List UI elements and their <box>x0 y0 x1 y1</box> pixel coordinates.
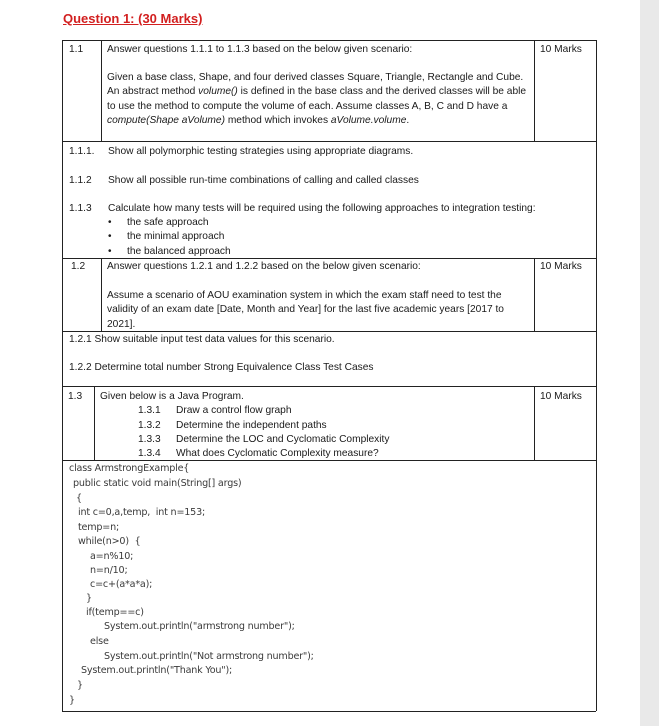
table-rule <box>62 141 596 142</box>
subquestion-number: 1.3.1 <box>138 405 161 416</box>
bullet-icon: • <box>108 217 112 228</box>
code-line: if(temp==c) <box>86 607 144 618</box>
table-rule <box>101 258 102 331</box>
code-line: int c=0,a,temp, int n=153; <box>78 507 206 518</box>
question-heading: Question 1: (30 Marks) <box>63 11 203 26</box>
question-intro-1-2: Answer questions 1.2.1 and 1.2.2 based on the below given scenario: <box>107 261 421 272</box>
question-intro-1-3: Given below is a Java Program. <box>100 391 244 402</box>
table-rule <box>62 386 596 387</box>
code-line: temp=n; <box>78 522 120 533</box>
scenario-1-1 <box>107 71 532 129</box>
subquestion-number: 1.3.3 <box>138 434 161 445</box>
table-rule <box>62 40 63 711</box>
subquestion-text: What does Cyclomatic Complexity measure? <box>176 448 379 459</box>
code-line: } <box>86 593 92 604</box>
code-line: while(n>0) { <box>78 536 141 547</box>
subquestion-number: 1.1.2 <box>69 175 92 186</box>
marks-1-1: 10 Marks <box>540 44 582 55</box>
question-number-1-1: 1.1 <box>69 44 84 55</box>
subquestion-text: Show all polymorphic testing strategies using appropriate diagrams. <box>108 146 414 157</box>
scenario-text: method which invokes <box>224 115 331 127</box>
bullet-icon: • <box>108 246 112 257</box>
marks-1-2: 10 Marks <box>540 261 582 272</box>
right-gutter <box>640 0 659 726</box>
subquestion-text: 1.2.1 Show suitable input test data values for this scenario. <box>69 334 335 345</box>
table-rule <box>534 258 535 331</box>
table-rule <box>534 40 535 141</box>
scenario-text: is defined in the base class and the derived classes will be able to use the method to compute the volume of each. Assume classes A, B, C and D have a <box>107 86 527 112</box>
table-rule <box>94 386 95 460</box>
bullet-icon: • <box>108 231 112 242</box>
code-line: System.out.println("Not armstrong number"); <box>104 651 314 662</box>
code-line: n=n/10; <box>90 565 128 576</box>
code-line: public static void main(String[] args) <box>73 478 242 489</box>
code-line: System.out.println("Thank You"); <box>81 665 233 676</box>
scenario-text: . <box>406 115 410 127</box>
method-name: compute(Shape aVolume) <box>107 115 225 127</box>
subquestion-number: 1.1.3 <box>69 203 92 214</box>
method-name: aVolume.volume <box>330 115 407 127</box>
subquestion-text: Determine the independent paths <box>176 420 327 431</box>
scenario-text: Given a base class, Shape, and four derived classes Square, Triangle, Rectangle and Cube. An abstract method <box>107 72 524 98</box>
method-name: volume() <box>198 86 238 98</box>
table-rule <box>62 40 596 41</box>
subquestion-text: Draw a control flow graph <box>176 405 292 416</box>
table-rule <box>62 711 596 712</box>
subquestion-text: Show all possible run-time combinations of calling and called classes <box>108 175 419 186</box>
question-number-1-3: 1.3 <box>68 391 83 402</box>
question-number-1-2: 1.2 <box>71 261 86 272</box>
bullet-item: the safe approach <box>127 217 209 228</box>
table-rule <box>534 386 535 460</box>
scenario-1-2: Assume a scenario of AOU examination system in which the exam staff need to test the validity of an exam date [Date, Month and Year] for the last five academic years [2017 to 2021]. <box>107 290 504 330</box>
subquestion-number: 1.3.2 <box>138 420 161 431</box>
bullet-item: the minimal approach <box>127 231 225 242</box>
subquestion-text: Determine the LOC and Cyclomatic Complexity <box>176 434 390 445</box>
table-rule <box>596 40 597 711</box>
code-line: } <box>77 680 83 691</box>
code-line: System.out.println("armstrong number"); <box>104 621 295 632</box>
subquestion-text: 1.2.2 Determine total number Strong Equivalence Class Test Cases <box>69 362 374 373</box>
subquestion-text: Calculate how many tests will be required using the following approaches to integration testing: <box>108 203 536 214</box>
marks-1-3: 10 Marks <box>540 391 582 402</box>
code-line: a=n%10; <box>90 551 134 562</box>
question-intro-1-1: Answer questions 1.1.1 to 1.1.3 based on the below given scenario: <box>107 44 413 55</box>
code-line: } <box>69 695 75 706</box>
code-line: c=c+(a*a*a); <box>90 579 153 590</box>
code-line: { <box>76 493 82 504</box>
bullet-item: the balanced approach <box>127 246 231 257</box>
table-rule <box>101 40 102 141</box>
subquestion-number: 1.1.1. <box>69 146 95 157</box>
code-line: class ArmstrongExample{ <box>69 463 190 474</box>
code-line: else <box>90 636 109 647</box>
subquestion-number: 1.3.4 <box>138 448 161 459</box>
